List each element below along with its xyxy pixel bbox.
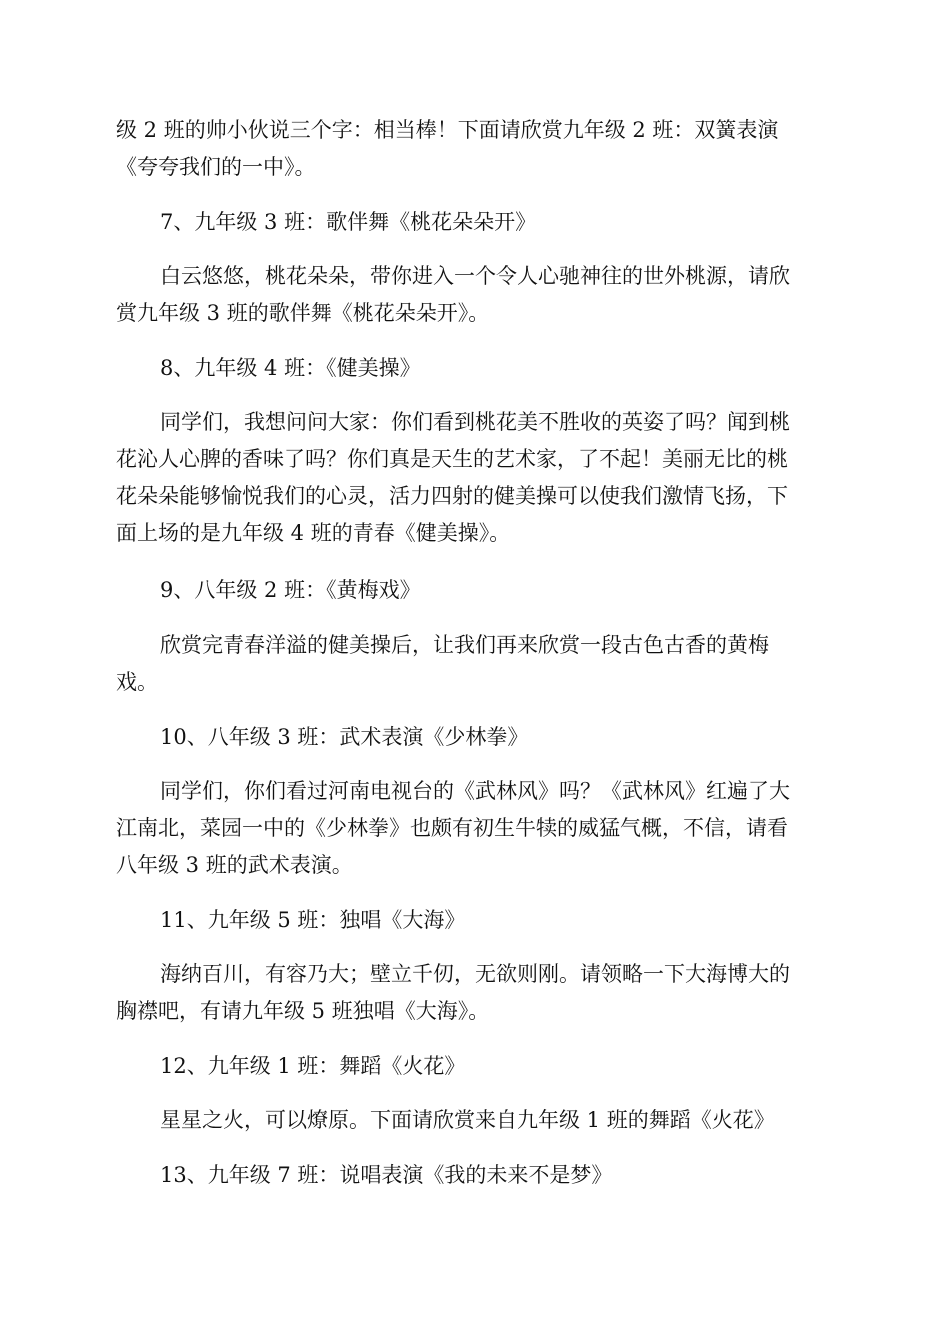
section-heading: 11、九年级 5 班：独唱《大海》	[160, 908, 466, 932]
paragraph-line: 花朵朵能够愉悦我们的心灵，活力四射的健美操可以使我们激情飞扬，下	[116, 484, 788, 508]
paragraph-line: 面上场的是九年级 4 班的青春《健美操》。	[116, 521, 511, 545]
paragraph-line: 戏。	[116, 670, 158, 694]
paragraph-line: 级 2 班的帅小伙说三个字：相当棒！下面请欣赏九年级 2 班：双簧表演	[116, 118, 779, 142]
paragraph-line: 同学们，你们看过河南电视台的《武林风》吗？《武林风》红遍了大	[160, 779, 790, 803]
paragraph-line: 海纳百川，有容乃大；壁立千仞，无欲则刚。请领略一下大海博大的	[160, 962, 790, 986]
paragraph-line: 花沁人心脾的香味了吗？你们真是天生的艺术家，了不起！美丽无比的桃	[116, 447, 788, 471]
paragraph-line: 八年级 3 班的武术表演。	[116, 853, 353, 877]
paragraph-line: 星星之火，可以燎原。下面请欣赏来自九年级 1 班的舞蹈《火花》	[160, 1108, 775, 1132]
section-heading: 12、九年级 1 班：舞蹈《火花》	[160, 1054, 466, 1078]
paragraph-line: 同学们，我想问问大家：你们看到桃花美不胜收的英姿了吗？闻到桃	[160, 410, 790, 434]
section-heading: 9、八年级 2 班：《黄梅戏》	[160, 578, 421, 602]
section-heading: 13、九年级 7 班：说唱表演《我的未来不是梦》	[160, 1163, 613, 1187]
section-heading: 10、八年级 3 班：武术表演《少林拳》	[160, 725, 529, 749]
section-heading: 8、九年级 4 班：《健美操》	[160, 356, 421, 380]
paragraph-line: 白云悠悠，桃花朵朵，带你进入一个令人心驰神往的世外桃源，请欣	[160, 264, 790, 288]
paragraph-line: 《夸夸我们的一中》。	[116, 155, 316, 179]
section-heading: 7、九年级 3 班：歌伴舞《桃花朵朵开》	[160, 210, 537, 234]
paragraph-line: 欣赏完青春洋溢的健美操后，让我们再来欣赏一段古色古香的黄梅	[160, 633, 769, 657]
paragraph-line: 赏九年级 3 班的歌伴舞《桃花朵朵开》。	[116, 301, 490, 325]
paragraph-line: 江南北，菜园一中的《少林拳》也颇有初生牛犊的威猛气概，不信，请看	[116, 816, 788, 840]
paragraph-line: 胸襟吧，有请九年级 5 班独唱《大海》。	[116, 999, 490, 1023]
